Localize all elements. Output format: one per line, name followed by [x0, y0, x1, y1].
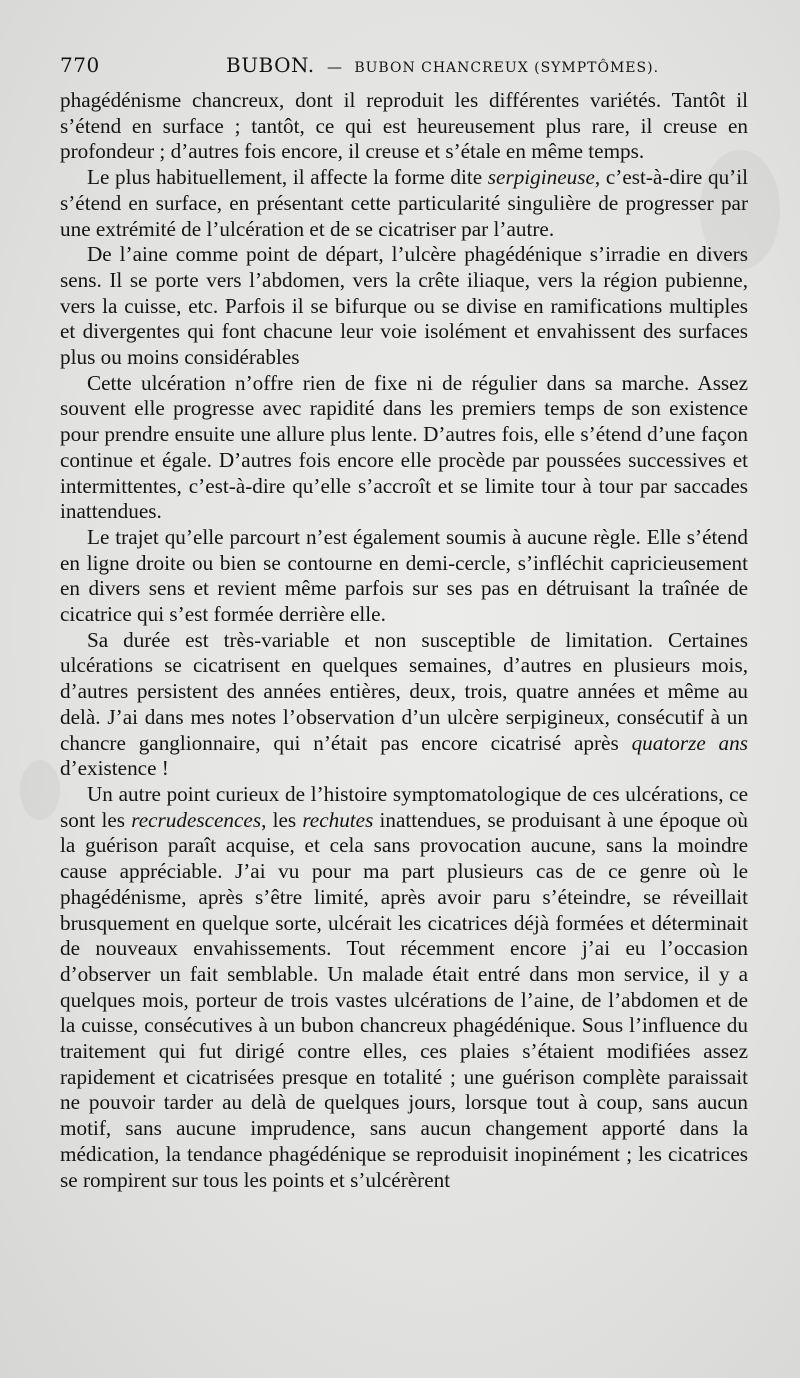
paragraph [60, 525, 748, 628]
italic-term: quatorze ans [631, 730, 748, 755]
body-text [60, 88, 748, 1193]
running-title-subtitle: BUBON CHANCREUX (SYMPTÔMES). [354, 60, 660, 76]
text-segment: , c’est-à-dire qu’il s’étend en surface, en présentant cette particularité singulière de progresser par une extrémité de l’ulcération et de se cicatriser par l’autre. [60, 165, 748, 241]
text-segment: Le trajet qu’elle parcourt n’est également soumis à aucune règle. Elle s’étend en ligne droite ou bien se contourne en demi-cercle, s’infléchit capricieusement en divers sens et revient même parfois sur ses pas en détruisant la traînée de cicatrice qui s’est formée derrière elle. [60, 524, 748, 627]
paragraph [60, 165, 748, 242]
page-number: 770 [60, 53, 100, 77]
paragraph [60, 782, 748, 1193]
paragraph [60, 242, 748, 371]
running-title-separator: — [326, 58, 342, 76]
paragraph [60, 628, 748, 782]
running-header [60, 53, 750, 81]
italic-term: serpigineuse [487, 165, 595, 190]
running-title [226, 53, 659, 77]
paragraph [60, 371, 748, 525]
text-segment: phagédénisme chancreux, dont il reproduit les différentes variétés. Tantôt il s’étend en surface ; tantôt, ce qui est heureusement plus rare, il creuse en profondeur ; d’autres fois encore, il creuse et s’étale en même temps. [60, 88, 748, 164]
text-segment: d’existence ! [60, 756, 169, 781]
text-segment: Sa durée est très-variable et non susceptible de limitation. Certaines ulcérations se cicatrisent en quelques semaines, d’autres en plusieurs mois, d’autres persistent des années entières, deux, trois, quatre années et même au delà. J’ai dans mes notes l’observation d’un ulcère serpigineux, consécutif à un chancre ganglionnaire, qui n’était pas encore cicatrisé après [60, 627, 748, 755]
text-segment: De l’aine comme point de départ, l’ulcère phagédénique s’irradie en divers sens. Il se porte vers l’abdomen, vers la crête iliaque, vers la région pubienne, vers la cuisse, etc. Parfois il se bifurque ou se divise en ramifications multiples et divergentes qui font chacune leur voie isolément et envahissent des surfaces plus ou moins considérables [60, 242, 748, 370]
text-segment: Le plus habituellement, il affecte la forme dite [87, 165, 488, 190]
running-title-main: BUBON. [226, 53, 315, 77]
italic-term: recrudescences [131, 807, 262, 832]
text-segment: Cette ulcération n’offre rien de fixe ni de régulier dans sa marche. Assez souvent elle progresse avec rapidité dans les premiers temps de son existence pour prendre ensuite une allure plus lente. D’autres fois, elle s’étend d’une façon continue et égale. D’autres fois encore elle procède par poussées successives et intermittentes, c’est-à-dire qu’elle s’accroît et se limite tour à tour par saccades inattendues. [60, 370, 748, 524]
italic-term: rechutes [302, 807, 374, 832]
text-segment: Un autre point curieux de l’histoire symptomatologique de ces ulcérations, ce sont les [60, 781, 748, 832]
paper-stain [20, 760, 60, 820]
paragraph [60, 88, 748, 165]
text-segment: inattendues, se produisant à une époque où la guérison paraît acquise, et cela sans provocation aucune, sans la moindre cause appréciable. J’ai vu pour ma part plusieurs cas de ce genre où le phagédénisme, après s’être limité, après avoir paru s’éteindre, se réveillait brusquement en quelque sorte, ulcérait les cicatrices déjà formées et déterminait de nouveaux envahissements. Tout récemment encore j’ai eu l’occasion d’observer un fait semblable. Un malade était entré dans mon service, il y a quelques mois, porteur de trois vastes ulcérations de l’aine, de l’abdomen et de la cuisse, consécutives à un bubon chancreux phagédénique. Sous l’influence du traitement qui fut dirigé contre elles, ces plaies s’étaient modifiées assez rapidement et cicatrisées presque en totalité ; une guérison complète paraissait ne pouvoir tarder au delà de quelques jours, lorsque tout à coup, sans aucun motif, sans aucune imprudence, sans aucun changement apporté dans la médication, la tendance phagédénique se reproduisit inopinément ; les cicatrices se rompirent sur tous les points et s’ulcérèrent [60, 807, 748, 1192]
text-segment: , les [261, 807, 303, 832]
